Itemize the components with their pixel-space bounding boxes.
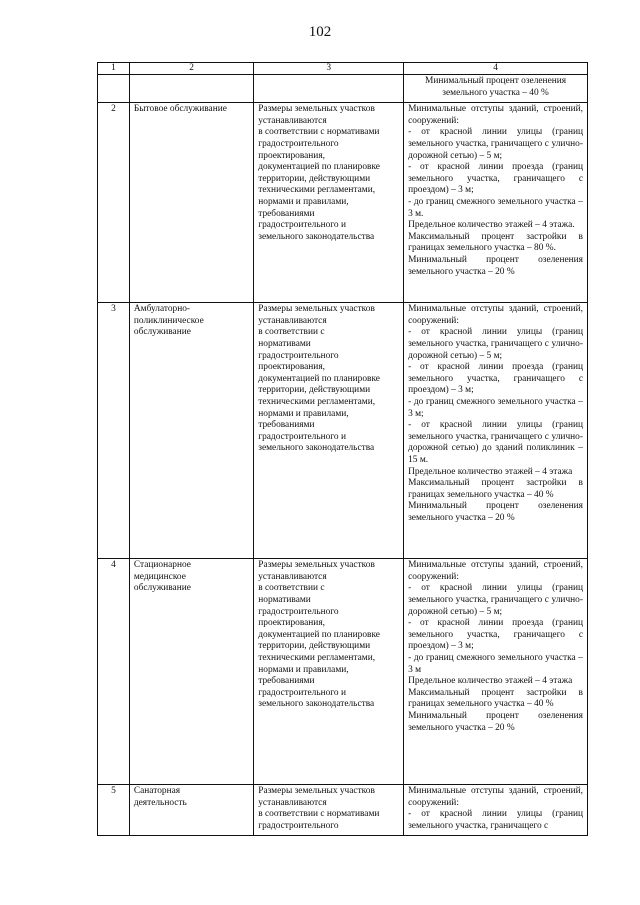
use-type-name: Бытовое обслуживание <box>133 104 227 115</box>
table-header-row <box>98 63 588 75</box>
header-col-1: 1 <box>98 63 130 75</box>
building-parameters: Минимальные отступы зданий, строений, сооружений: - от красной линии улицы (границ земельного участка, граничащего с улично-дорожной сетью) – 5 м; - от красной линии проезда (границ земельного участка, граничащего с проездом) – 3 м; - до границ смежного земельного участка – 3 м Предельное количество этажей – 4 этажа Максимальный процент застройки в границах земельного участка – 40 % Минимальный процент озеленения земельного участка – 20 % <box>408 560 583 733</box>
row-number: 5 <box>98 785 130 835</box>
use-type-name: Амбулаторно- поликлиническое обслуживание <box>133 304 204 338</box>
continuation-params: Минимальный процент озеленения земельного участка – 40 % <box>425 76 567 98</box>
plot-size-rules: Размеры земельных участков устанавливаются в соответствии с нормативами градостроительного проектирования, документацией по планировке территории, действующими техническими регламентами, нормами и правилами, требованиями градостроительного и земельного законодательства <box>258 104 380 242</box>
header-col-4: 4 <box>404 63 588 75</box>
plot-size-rules: Размеры земельных участков устанавливаются в соответствии с нормативами градостроительного проектирования, документацией по планировке территории, действующими техническими регламентами, нормами и правилами, требованиями градостроительного и земельного законодательства <box>258 304 380 454</box>
row-number: 4 <box>98 559 130 785</box>
land-use-table <box>97 62 588 836</box>
table-row <box>98 559 588 785</box>
use-type-name: Санаторная деятельность <box>133 786 187 808</box>
table-row-continuation <box>98 75 588 103</box>
header-col-3: 3 <box>254 63 404 75</box>
building-parameters: Минимальные отступы зданий, строений, сооружений: - от красной линии улицы (границ земельного участка, граничащего с <box>408 786 583 831</box>
building-parameters: Минимальные отступы зданий, строений, сооружений: - от красной линии улицы (границ земельного участка, граничащего с улично-дорожной сетью) – 5 м; - от красной линии проезда (границ земельного участка, граничащего с проездом) – 3 м; - до границ смежного земельного участка – 3 м; - от красной линии улицы (границ земельного участка, граничащего с улично-дорожной сетью) до зданий поликлиник – 15 м. Предельное количество этажей – 4 этажа Максимальный процент застройки в границах земельного участка – 40 % Минимальный процент озеленения земельного участка – 20 % <box>408 304 583 523</box>
table-row <box>98 303 588 559</box>
plot-size-rules: Размеры земельных участков устанавливаются в соответствии с нормативами градостроительного проектирования, документацией по планировке территории, действующими техническими регламентами, нормами и правилами, требованиями градостроительного и земельного законодательства <box>258 560 380 710</box>
use-type-name: Стационарное медицинское обслуживание <box>133 560 191 594</box>
page-number: 102 <box>308 24 332 40</box>
row-number: 2 <box>98 103 130 303</box>
header-col-2: 2 <box>129 63 253 75</box>
row-number: 3 <box>98 303 130 559</box>
building-parameters: Минимальные отступы зданий, строений, сооружений: - от красной линии улицы (границ земельного участка, граничащего с улично-дорожной сетью) – 5 м; - от красной линии проезда (границ земельного участка, граничащего с проездом) – 3 м; - до границ смежного земельного участка – 3 м. Предельное количество этажей – 4 этажа. Максимальный процент застройки в границах земельного участка – 80 %. Минимальный процент озеленения земельного участка – 20 % <box>408 104 583 277</box>
table-row <box>98 785 588 835</box>
table-row <box>98 103 588 303</box>
plot-size-rules: Размеры земельных участков устанавливаются в соответствии с нормативами градостроительного <box>258 786 380 831</box>
